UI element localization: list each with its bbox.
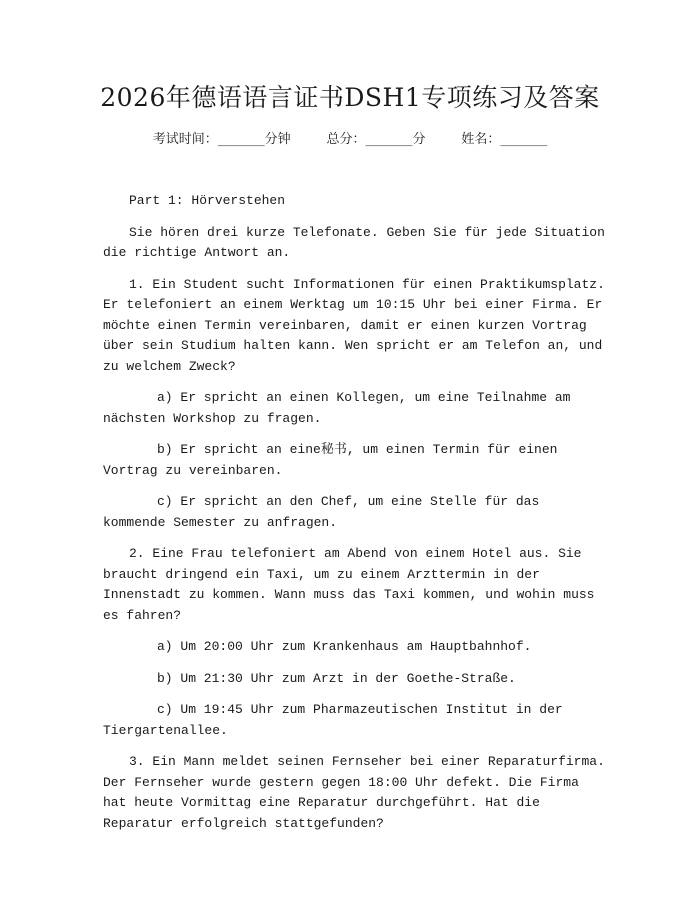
document-title: 2026年德语语言证书DSH1专项练习及答案 xyxy=(100,83,600,112)
name-field: 姓名：______ xyxy=(461,132,548,147)
document-body xyxy=(103,191,608,845)
question-1: 1. Ein Student sucht Informationen für einen Praktikumsplatz. Er telefoniert an einem Werktag um 10:15 Uhr bei einer Firma. Er möchte einen Termin vereinbaren, damit er einen kurzen Vortrag über sein Studium halten kann. Wen spricht er am Telefon an, und zu welchem Zweck? xyxy=(103,276,605,374)
question-2: 2. Eine Frau telefoniert am Abend von einem Hotel aus. Sie braucht dringend ein Taxi, um zu einem Arzttermin in der Innenstadt zu kommen. Wann muss das Taxi kommen, und wohin muss es fahren? xyxy=(103,546,595,623)
question-2-option-a: a) Um 20:00 Uhr zum Krankenhaus am Hauptbahnhof. xyxy=(157,639,532,654)
exam-meta-line xyxy=(0,130,700,150)
question-1-option-c: c) Er spricht an den Chef, um eine Stelle für das kommende Semester zu anfragen. xyxy=(103,494,540,530)
exam-time-field: 考试时间：______分钟 xyxy=(152,132,291,147)
instruction-text: Sie hören drei kurze Telefonate. Geben Sie für jede Situation die richtige Antwort an. xyxy=(103,224,605,260)
question-2-option-b: b) Um 21:30 Uhr zum Arzt in der Goethe-Straße. xyxy=(157,670,516,686)
total-score-field: 总分：______分 xyxy=(326,132,426,147)
question-1-option-a: a) Er spricht an einen Kollegen, um eine Teilnahme am nächsten Workshop zu fragen. xyxy=(103,390,571,426)
question-1-option-b: b) Er spricht an eine秘书, um einen Termin für einen Vortrag zu vereinbaren. xyxy=(103,442,558,478)
question-2-option-c: c) Um 19:45 Uhr zum Pharmazeutischen Institut in der Tiergartenallee. xyxy=(103,702,563,738)
question-3: 3. Ein Mann meldet seinen Fernseher bei einer Reparaturfirma. Der Fernseher wurde gestern gegen 18:00 Uhr defekt. Die Firma hat heute Vormittag eine Reparatur durchgeführt. Hat die Reparatur erfolgreich stattgefunden? xyxy=(103,754,605,831)
part-heading: Part 1: Hörverstehen xyxy=(129,193,286,208)
